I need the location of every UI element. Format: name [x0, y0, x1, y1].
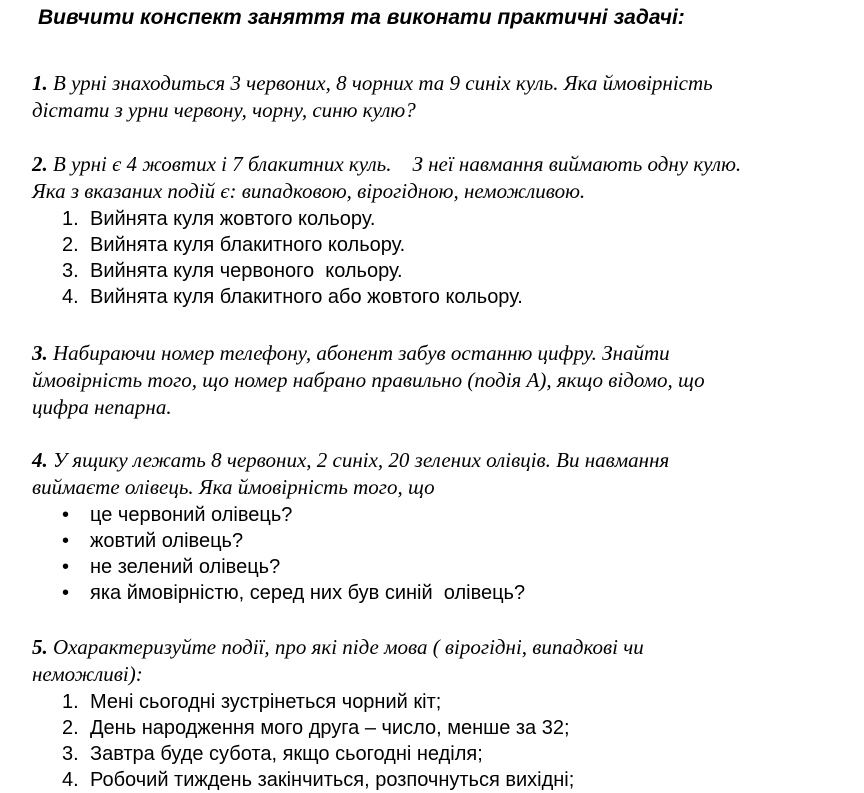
task-5-line-1: 5. Охарактеризуйте події, про які піде мова ( вірогідні, випадкові чи: [32, 635, 644, 659]
task-4-line-2: виймаєте олівець. Яка ймовірність того, що: [32, 475, 435, 499]
task-3-number: 3.: [32, 341, 48, 365]
task-4-line-1: 4. У ящику лежать 8 червоних, 2 синіх, 20 зелених олівців. Ви навмання: [32, 448, 670, 472]
list-item: • це червоний олівець?: [62, 504, 293, 526]
task-1: [32, 70, 832, 124]
list-item: 2. День народження мого друга – число, менше за 32;: [62, 717, 570, 739]
task-1-number: 1.: [32, 71, 48, 95]
task-3-line-3: цифра непарна.: [32, 395, 172, 419]
task-1-line-2: дістати з урни червону, чорну, синю кулю?: [32, 98, 416, 122]
task-5-number: 5.: [32, 635, 48, 659]
list-item: • не зелений олівець?: [62, 556, 281, 578]
task-2-line-1: 2. В урні є 4 жовтих і 7 блакитних куль. З неї навмання виймають одну кулю.: [32, 152, 742, 176]
task-4: [32, 447, 832, 501]
list-item: 4. Вийнята куля блакитного або жовтого кольору.: [62, 286, 523, 308]
task-4-list: [62, 502, 525, 606]
list-item: 4. Робочий тиждень закінчиться, розпочнуться вихідні;: [62, 769, 575, 791]
task-2-list: [62, 206, 523, 310]
task-2-number: 2.: [32, 152, 48, 176]
list-item: 3. Вийнята куля червоного кольору.: [62, 260, 403, 282]
page-title: Вивчити конспект заняття та виконати практичні задачі:: [38, 6, 685, 29]
list-item: 1. Мені сьогодні зустрінеться чорний кіт;: [62, 691, 442, 713]
task-4-number: 4.: [32, 448, 48, 472]
task-3-line-2: ймовірність того, що номер набрано правильно (подія А), якщо відомо, що: [32, 368, 705, 392]
list-item: 2. Вийнята куля блакитного кольору.: [62, 234, 406, 256]
task-1-line-1: 1. В урні знаходиться 3 червоних, 8 чорних та 9 синіх куль. Яка ймовірність: [32, 71, 713, 95]
task-5: [32, 634, 832, 688]
list-item: • жовтий олівець?: [62, 530, 244, 552]
list-item: 1. Вийнята куля жовтого кольору.: [62, 208, 376, 230]
list-item: 3. Завтра буде субота, якщо сьогодні неділя;: [62, 743, 483, 765]
task-2-line-2: Яка з вказаних подій є: випадковою, вірогідною, неможливою.: [32, 179, 586, 203]
task-3-line-1: 3. Набираючи номер телефону, абонент забув останню цифру. Знайти: [32, 341, 670, 365]
list-item: • яка ймовірністю, серед них був синій олівець?: [62, 582, 526, 604]
task-3: [32, 340, 832, 421]
task-2: [32, 151, 832, 205]
task-5-line-2: неможливі):: [32, 662, 143, 686]
task-5-list: [62, 689, 574, 793]
